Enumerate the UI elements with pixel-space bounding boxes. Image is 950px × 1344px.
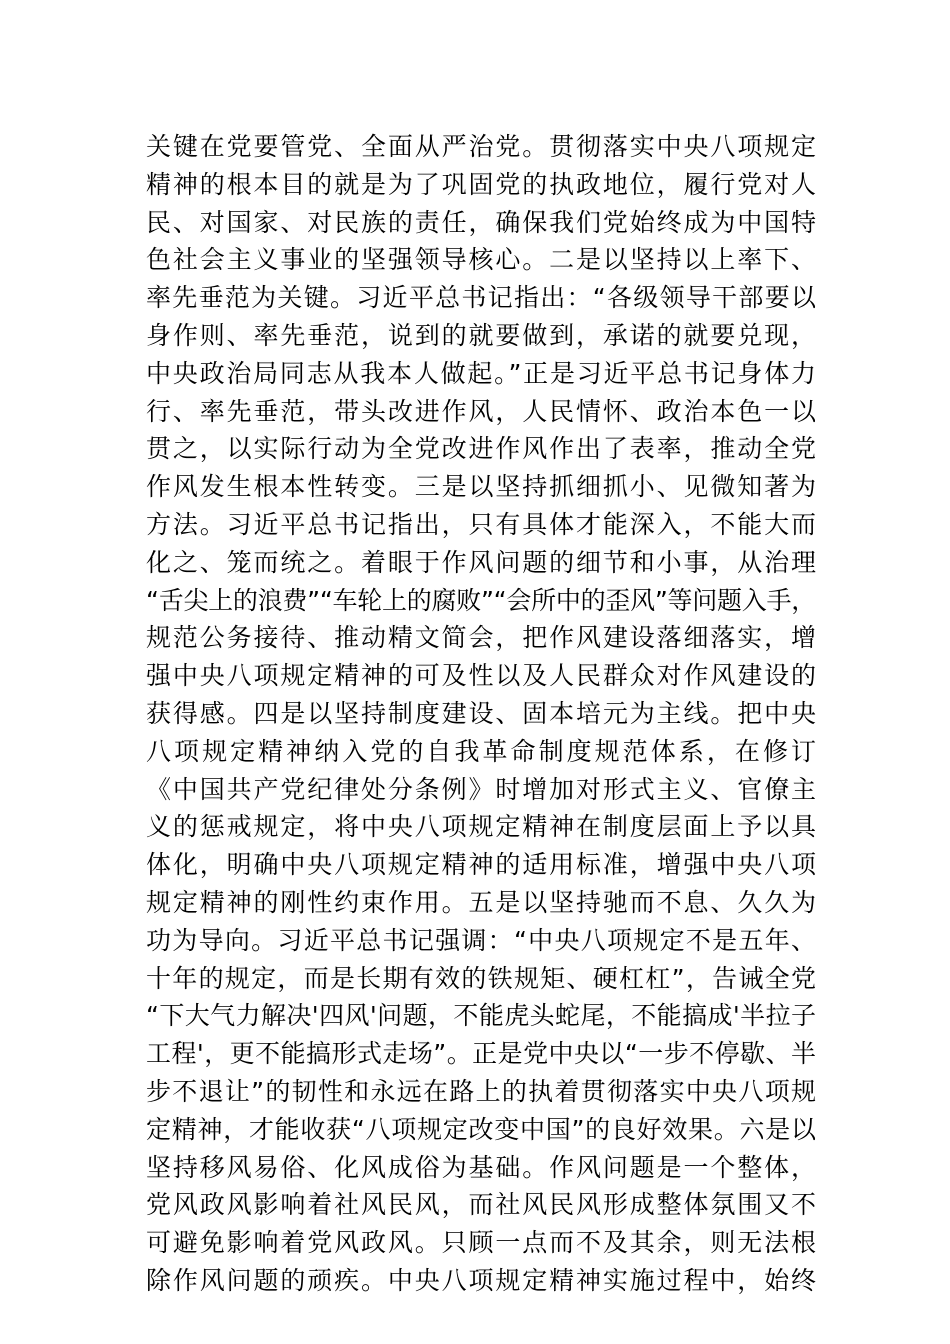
text-line: 可避免影响着党风政风。只顾一点而不及其余，则无法根	[146, 1228, 816, 1258]
body-text	[146, 128, 816, 1300]
text-line: 功为导向。习近平总书记强调：“中央八项规定不是五年、	[146, 925, 816, 955]
text-line: 民、对国家、对民族的责任，确保我们党始终成为中国特	[146, 207, 816, 237]
text-line: 方法。习近平总书记指出，只有具体才能深入，不能大而	[146, 509, 816, 539]
text-line: 化之、笼而统之。着眼于作风问题的细节和小事，从治理	[146, 547, 816, 577]
text-line: “下大气力解决'四风'问题，不能虎头蛇尾，不能搞成'半拉子	[146, 1001, 816, 1031]
text-line: 工程'，更不能搞形式走场”。正是党中央以“一步不停歇、半	[146, 1039, 816, 1069]
text-line: 获得感。四是以坚持制度建设、固本培元为主线。把中央	[146, 698, 816, 728]
text-line: 《中国共产党纪律处分条例》时增加对形式主义、官僚主	[146, 774, 816, 804]
text-line: “舌尖上的浪费”“车轮上的腐败”“会所中的歪风”等问题入手，	[146, 585, 816, 615]
text-line: 行、率先垂范，带头改进作风，人民情怀、政治本色一以	[146, 396, 816, 426]
text-line: 强中央八项规定精神的可及性以及人民群众对作风建设的	[146, 661, 816, 691]
text-line: 关键在党要管党、全面从严治党。贯彻落实中央八项规定	[146, 132, 816, 161]
text-line: 色社会主义事业的坚强领导核心。二是以坚持以上率下、	[146, 245, 816, 275]
text-line: 定精神，才能收获“八项规定改变中国”的良好效果。六是以	[146, 1114, 816, 1144]
text-line: 作风发生根本性转变。三是以坚持抓细抓小、见微知著为	[146, 472, 816, 502]
text-line: 坚持移风易俗、化风成俗为基础。作风问题是一个整体，	[146, 1152, 816, 1182]
text-line: 义的惩戒规定，将中央八项规定精神在制度层面上予以具	[146, 812, 816, 842]
text-line: 贯之，以实际行动为全党改进作风作出了表率，推动全党	[146, 434, 816, 464]
text-line: 中央政治局同志从我本人做起。”正是习近平总书记身体力	[146, 358, 816, 388]
text-line: 党风政风影响着社风民风，而社风民风形成整体氛围又不	[146, 1190, 816, 1220]
text-line: 身作则、率先垂范，说到的就要做到，承诺的就要兑现，	[146, 320, 816, 350]
text-line: 步不退让”的韧性和永远在路上的执着贯彻落实中央八项规	[146, 1076, 816, 1106]
text-line: 体化，明确中央八项规定精神的适用标准，增强中央八项	[146, 850, 816, 880]
text-line: 规定精神的刚性约束作用。五是以坚持驰而不息、久久为	[146, 887, 816, 917]
text-line: 除作风问题的顽疾。中央八项规定精神实施过程中，始终	[146, 1265, 816, 1295]
text-line: 率先垂范为关键。习近平总书记指出：“各级领导干部要以	[146, 283, 816, 313]
text-line: 规范公务接待、推动精文简会，把作风建设落细落实，增	[146, 623, 816, 653]
text-line: 十年的规定，而是长期有效的铁规矩、硬杠杠”，告诫全党	[146, 963, 816, 993]
text-line: 八项规定精神纳入党的自我革命制度规范体系，在修订	[146, 736, 816, 766]
text-line: 精神的根本目的就是为了巩固党的执政地位，履行党对人	[146, 169, 816, 199]
